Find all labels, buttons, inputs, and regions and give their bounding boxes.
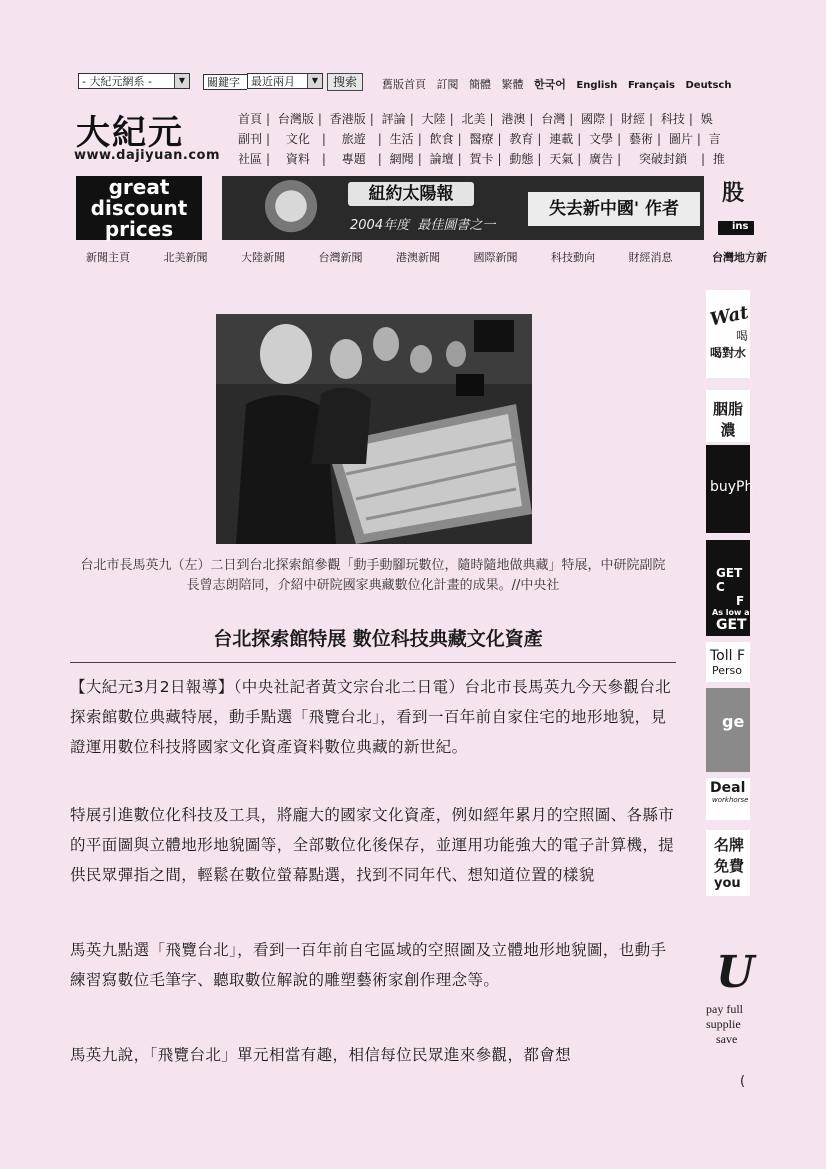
nav-item[interactable]: 專題 — [341, 152, 366, 166]
site-network-select[interactable] — [78, 73, 190, 89]
nav-item[interactable]: 教育 — [509, 132, 534, 146]
link-simplified[interactable]: 簡體 — [469, 78, 491, 91]
sidebar-person: Perso — [712, 664, 742, 677]
nav-item[interactable]: 廣告 — [589, 152, 614, 166]
banner-year: 2004年度 — [350, 218, 410, 233]
article-paragraph-text: 【大紀元3月2日報導】（中央社記者黃文宗台北二日電）台北市長馬英九今天參觀台北探索館數位典藏特展，動手點選「飛覽台北」，看到一百年前自家住宅的地形地貌，見證運用數位科技將國家文化資產資料數位典藏的新世紀。 — [70, 678, 672, 756]
nav-item[interactable]: 推 — [712, 152, 725, 166]
sidebar-ad-water[interactable] — [706, 290, 750, 378]
sidebar-getx: ge — [722, 712, 745, 731]
nav-item[interactable]: 生活 — [389, 132, 414, 146]
link-traditional[interactable]: 繁體 — [501, 78, 524, 91]
section-nav-item[interactable]: 北美新聞 — [163, 251, 208, 264]
sidebar-save: save — [716, 1032, 738, 1046]
nav-item[interactable]: 連載 — [549, 132, 574, 146]
nav-item[interactable]: 論壇 — [429, 152, 454, 166]
article-headline — [80, 624, 676, 651]
discount-ad[interactable] — [76, 176, 202, 240]
article-paragraph — [70, 672, 676, 762]
nav-item[interactable]: 香港版 — [329, 112, 366, 126]
photo-illustration — [216, 314, 532, 544]
sidebar-get2: F — [736, 594, 745, 608]
sidebar-get3: GET — [716, 617, 747, 633]
article-paragraph-text: 特展引進數位化科技及工具，將龐大的國家文化資產，例如經年累月的空照圖、各縣市的平面圖與立體地形地貌圖等，全部數位化後保存，並運用功能強大的電子計算機，提供民眾彈指之間，輕鬆在數位螢幕點選，找到不同年代、想知道位置的樣貌 — [70, 806, 675, 884]
nav-item[interactable]: 文化 — [285, 132, 310, 146]
section-nav-item[interactable]: 新聞主頁 — [86, 251, 130, 264]
nav-item[interactable]: 財經 — [621, 112, 646, 126]
sidebar-ad-toll[interactable] — [706, 642, 750, 682]
nav-item[interactable]: 國際 — [581, 112, 606, 126]
headline-divider — [70, 662, 676, 663]
main-nav — [238, 110, 750, 166]
section-nav-item[interactable]: 台灣新聞 — [318, 251, 363, 264]
banner-sub — [350, 214, 495, 233]
right-ad-tag: ins — [718, 221, 754, 235]
banner-portrait — [262, 180, 320, 238]
sidebar-ad-get[interactable] — [706, 540, 750, 636]
site-network-select-value: - 大紀元網系 - — [82, 75, 152, 88]
discount-ad-line: discount — [90, 196, 188, 220]
sidebar-name2: 免費 — [714, 857, 745, 875]
period-select-value: 最近兩月 — [251, 75, 295, 88]
link-subscribe[interactable]: 訂閱 — [436, 78, 459, 91]
nav-item[interactable]: 賀卡 — [469, 152, 494, 166]
nav-item[interactable]: 娛 — [700, 112, 713, 126]
sidebar-fat2: 濃 — [720, 421, 736, 439]
top-links — [382, 76, 731, 92]
chevron-down-icon: ▼ — [307, 74, 322, 88]
sidebar-work: workhorse — [712, 796, 749, 804]
right-ad-char: 股 — [722, 181, 745, 206]
article-paragraph — [70, 800, 676, 890]
sidebar-paren-text: ( — [740, 1074, 746, 1089]
section-nav-item[interactable]: 大陸新聞 — [241, 251, 285, 264]
sidebar-ad-deal[interactable] — [706, 778, 750, 820]
section-nav-item[interactable]: 科技動向 — [551, 251, 595, 264]
keyword-label-text: 關鍵字 — [207, 76, 240, 89]
sidebar-paren — [740, 1074, 745, 1089]
link-english[interactable]: English — [576, 80, 618, 91]
article-photo — [216, 314, 532, 544]
nav-row-1: 首頁 | 台灣版 | 香港版 | 評論 | 大陸 | 北美 | 港澳 | 台灣 | 國際 | 財經 | 科技 | 娛 — [238, 112, 713, 126]
link-old-home[interactable]: 舊版首頁 — [382, 78, 426, 91]
nav-item[interactable]: 科技 — [660, 112, 685, 126]
sidebar-ad-brand[interactable] — [706, 830, 750, 896]
article-paragraph-text: 馬英九點選「飛覽台北」，看到一百年前自宅區域的空照圖及立體地形地貌圖，也動手練習寫數位毛筆字、聽取數位解說的雕塑藝術家創作理念等。 — [70, 941, 667, 989]
nav-item[interactable]: 天氣 — [549, 152, 574, 166]
photo-caption-text: 台北市長馬英九（左）二日到台北探索館參觀「動手動腳玩數位，隨時隨地做典藏」特展，中研院副院長曾志朗陪同，介紹中研院國家典藏數位化計畫的成果。//中央社 — [80, 558, 666, 593]
sidebar-get1: GET C — [716, 566, 743, 594]
nav-item[interactable]: 港澳 — [501, 112, 526, 126]
nav-item[interactable]: 突破封鎖 — [639, 152, 688, 166]
article-paragraph-text: 馬英九說，「飛覽台北」單元相當有趣，相信每位民眾進來參觀，都會想 — [70, 1046, 572, 1064]
sidebar-supplie: supplie — [706, 1017, 741, 1031]
site-url-text: www.dajiyuan.com — [74, 148, 221, 163]
sidebar-ad-fat[interactable] — [706, 390, 750, 442]
site-url — [74, 148, 220, 163]
sidebar-big-u: U — [716, 947, 755, 998]
section-nav-item[interactable]: 國際新聞 — [473, 251, 518, 264]
nav-item[interactable]: 圖片 — [668, 132, 693, 146]
book-banner-ad[interactable] — [222, 176, 704, 240]
search-button[interactable] — [327, 73, 363, 91]
nav-row-2: 副刊 | 文化 | 旅遊 | 生活 | 飲食 | 醫療 | 教育 | 連載 | 文學 | 藝術 | 圖片 | 言 — [238, 132, 721, 146]
sidebar-deal: Deal — [710, 780, 746, 796]
nav-item[interactable]: 台灣版 — [277, 112, 314, 126]
chevron-down-icon: ▼ — [174, 74, 189, 88]
sidebar-ad-u[interactable] — [706, 947, 755, 1050]
banner-award: 最佳圖書之一 — [417, 218, 496, 233]
article-paragraph — [70, 935, 676, 995]
sidebar-ad-plane[interactable] — [706, 688, 750, 772]
nav-item[interactable]: 大陸 — [421, 112, 446, 126]
link-french[interactable]: Français — [627, 80, 675, 91]
nav-item[interactable]: 醫療 — [469, 132, 494, 146]
article-headline-text: 台北探索館特展 數位科技典藏文化資產 — [213, 628, 543, 650]
sidebar-toll: Toll F — [710, 648, 746, 664]
discount-ad-line: great — [108, 175, 170, 199]
nav-row-3: 社區 | 資料 | 專題 | 網聞 | 論壇 | 賀卡 | 動態 | 天氣 | 廣告 | 突破封鎖 | 推 — [238, 152, 725, 166]
sidebar-wat: Wat — [708, 301, 751, 331]
nav-item[interactable]: 首頁 — [238, 112, 263, 126]
link-korean[interactable]: 한국어 — [534, 78, 566, 91]
sidebar-fat1: 胭脂 — [712, 400, 743, 418]
nav-item[interactable]: 資料 — [285, 152, 310, 166]
banner-title-box — [348, 182, 474, 206]
nav-item[interactable]: 藝術 — [629, 132, 654, 146]
photo-caption — [78, 556, 668, 596]
nav-item[interactable]: 北美 — [461, 112, 486, 126]
link-german[interactable]: Deutsch — [685, 80, 732, 91]
banner-book: 失去新中國' 作者 — [548, 199, 680, 219]
sidebar-name1: 名牌 — [714, 836, 745, 854]
right-ad[interactable] — [718, 176, 754, 240]
sidebar-ad-buy[interactable] — [706, 445, 754, 533]
sidebar-lowest: As low a — [712, 608, 750, 617]
search-button-label: 搜索 — [332, 75, 357, 89]
nav-item[interactable]: 飲食 — [429, 132, 454, 146]
section-nav — [86, 249, 767, 265]
section-nav-item[interactable]: 財經消息 — [628, 251, 673, 264]
logo-chinese-text: 大紀元 — [76, 113, 184, 153]
keyword-label — [203, 74, 247, 90]
nav-item[interactable]: 動態 — [509, 152, 534, 166]
sidebar-you: you — [714, 876, 741, 891]
nav-item[interactable]: 言 — [708, 132, 721, 146]
nav-item[interactable]: 文學 — [589, 132, 614, 146]
banner-book-box — [528, 192, 700, 226]
period-select[interactable] — [247, 73, 323, 89]
section-nav-item[interactable]: 港澳新聞 — [396, 251, 440, 264]
discount-ad-line: prices — [104, 217, 174, 241]
nav-item[interactable]: 台灣 — [541, 112, 566, 126]
sidebar-drink1: 喝 — [736, 329, 749, 343]
sidebar-buy: buyPh — [710, 479, 754, 495]
nav-item[interactable]: 社區 — [238, 152, 263, 166]
nav-item[interactable]: 副刊 — [238, 132, 263, 146]
nav-item[interactable]: 評論 — [381, 112, 406, 126]
sidebar-pay: pay full — [706, 1002, 743, 1016]
sidebar-drink2: 喝對水 — [710, 346, 747, 360]
article-paragraph — [70, 1040, 676, 1070]
nav-item[interactable]: 旅遊 — [341, 132, 366, 146]
site-logo[interactable] — [76, 105, 184, 154]
nav-item[interactable]: 網聞 — [389, 152, 414, 166]
section-nav-item[interactable]: 台灣地方新 — [712, 251, 767, 264]
banner-title: 紐約太陽報 — [368, 184, 454, 204]
